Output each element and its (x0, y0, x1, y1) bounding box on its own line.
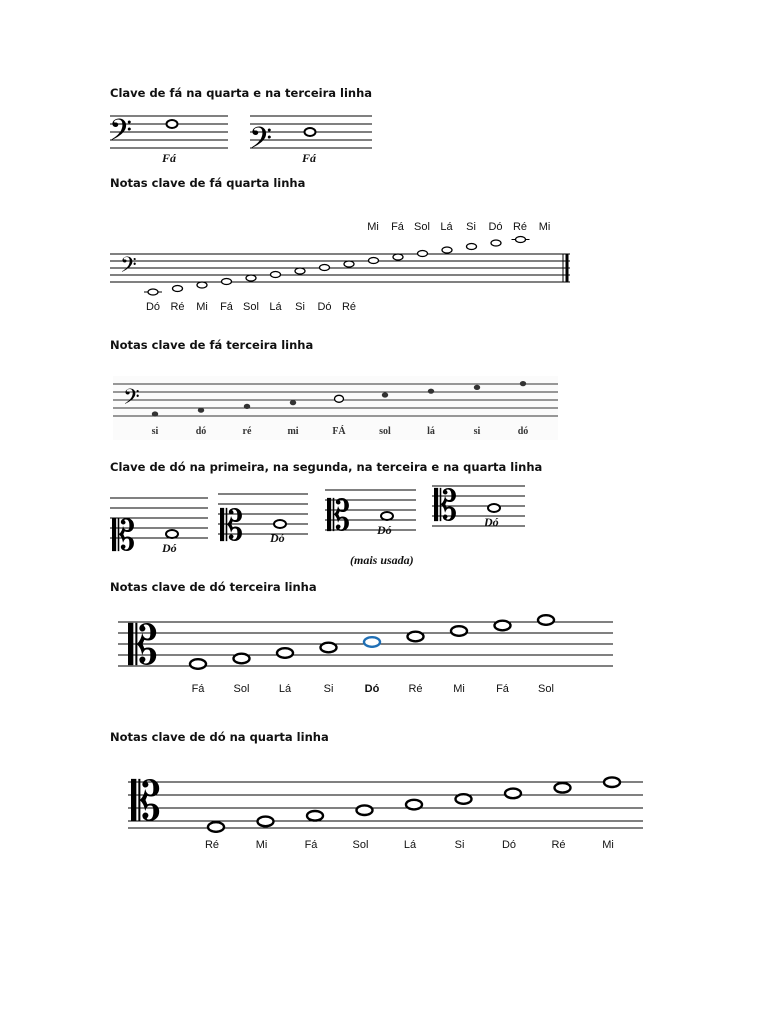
note-label: Si (454, 839, 465, 851)
note-head (197, 282, 207, 288)
note-head (520, 381, 526, 386)
note-label: Fá (302, 151, 317, 165)
note-label: Fá (220, 301, 233, 313)
note-head (344, 261, 354, 267)
bass-clef-icon: 𝄢 (123, 385, 140, 415)
section-heading: Clave de dó na primeira, na segunda, na terceira e na quarta linha (110, 460, 543, 474)
note-label: Fá (162, 151, 177, 165)
note-label: Dó (501, 839, 517, 851)
note-head (604, 777, 620, 787)
note-head (369, 258, 379, 264)
bass-clef-icon: 𝄢 (120, 253, 137, 283)
note-head (538, 615, 554, 625)
note-head (393, 254, 403, 260)
note-head (335, 395, 344, 402)
note-labels (205, 839, 614, 851)
note-head (274, 520, 286, 528)
note-labels (192, 683, 554, 695)
note-head (271, 272, 281, 278)
staff-lines (110, 254, 570, 282)
note-head (307, 811, 323, 821)
alto-clef-icon: 𝄡 (112, 511, 136, 560)
note-head (222, 279, 232, 285)
note-label: Mi (367, 221, 379, 233)
note-head (305, 128, 316, 136)
bass-clef-icon: 𝄢 (109, 114, 133, 155)
note-label: Mi (538, 221, 551, 233)
upper-labels (367, 221, 550, 233)
note-label: Dó (162, 541, 177, 555)
note-head (456, 794, 472, 804)
note-label: Ré (341, 301, 357, 313)
note-label: Si (323, 683, 334, 695)
fa-terceira-staff (113, 376, 558, 440)
note-head (152, 411, 158, 416)
note-head (258, 817, 274, 827)
alto-clef-icon: 𝄡 (434, 481, 458, 530)
note-head (244, 404, 250, 409)
note-label: Mi (602, 839, 614, 851)
section-heading: Clave de fá na quarta e na terceira linha (110, 86, 373, 100)
clave-do-examples (110, 481, 530, 570)
alto-clef-icon: 𝄡 (220, 501, 244, 550)
clave-fa-examples (110, 112, 372, 168)
c-clef-staves (110, 481, 525, 560)
note-label: Sol (233, 683, 250, 695)
note-label: mi (287, 426, 299, 437)
note-label: Ré (204, 839, 220, 851)
note-head (408, 632, 424, 642)
note-head (320, 265, 330, 271)
mais-usada-label: (mais usada) (350, 553, 414, 567)
note-label: Ré (551, 839, 566, 851)
note-label: Sol (243, 301, 259, 313)
note-label: Ré (408, 683, 423, 695)
note-label: Dó (270, 531, 285, 545)
note-label: Fá (496, 683, 509, 695)
note-head (364, 637, 380, 647)
bass-clef-icon: 𝄢 (249, 122, 273, 163)
note-label: Fá (191, 683, 205, 695)
note-head (488, 504, 500, 512)
note-label: Dó (484, 515, 499, 529)
note-label: Ré (512, 221, 528, 233)
note-head (474, 385, 480, 390)
note-label: Fá (304, 839, 318, 851)
alto-clef-icon: 𝄡 (327, 491, 351, 540)
note-head (382, 392, 388, 397)
note-label: sol (379, 426, 391, 437)
note-head (357, 805, 373, 815)
note-head (166, 530, 178, 538)
note-label: Lá (269, 301, 282, 313)
note-head (491, 240, 501, 246)
do-quarta-staff (128, 768, 643, 858)
note-head (234, 654, 250, 664)
note-head (277, 648, 293, 658)
note-head (495, 621, 511, 631)
note-head (290, 400, 296, 405)
note-label: Mi (255, 839, 268, 851)
note-label: Si (466, 221, 476, 233)
note-head (555, 783, 571, 793)
note-label: Dó (145, 301, 161, 313)
alto-clef-icon: 𝄡 (131, 770, 162, 833)
note-head (516, 237, 526, 243)
note-label: Lá (278, 683, 292, 695)
note-label: Lá (440, 221, 453, 233)
note-head (428, 389, 434, 394)
note-head (406, 800, 422, 810)
note-label: dó (195, 426, 207, 437)
section-heading: Notas clave de fá terceira linha (110, 338, 314, 352)
note-head (208, 822, 224, 832)
note-label: si (151, 426, 159, 437)
note-label: Sol (352, 839, 369, 851)
note-head (167, 120, 178, 128)
note-label: ré (242, 426, 252, 437)
note-label: Sol (538, 683, 554, 695)
note-head (173, 286, 183, 292)
note-head (246, 275, 256, 281)
note-label: Fá (391, 221, 404, 233)
note-head (321, 643, 337, 653)
section-heading: Notas clave de dó terceira linha (110, 580, 317, 594)
do-terceira-staff (118, 610, 613, 700)
fa-quarta-staff (110, 218, 570, 314)
note-head (418, 251, 428, 257)
note-head (467, 244, 477, 250)
note-head (295, 268, 305, 274)
note-label: Dó (377, 523, 392, 537)
note-label: Si (295, 301, 305, 313)
note-heads (144, 237, 530, 296)
note-head (442, 247, 452, 253)
note-label: Ré (170, 301, 185, 313)
note-label: FÁ (332, 426, 346, 437)
note-head (198, 408, 204, 413)
note-label: si (473, 426, 481, 437)
note-label: Dó (488, 221, 503, 233)
note-head (190, 659, 206, 669)
note-head (505, 789, 521, 799)
note-label: lá (427, 426, 435, 437)
note-label: Mi (453, 683, 465, 695)
note-label: Mi (196, 301, 208, 313)
note-label: Sol (414, 221, 430, 233)
note-label: dó (517, 426, 529, 437)
note-label: Dó (317, 301, 332, 313)
note-head (148, 289, 158, 295)
note-label: Dó (364, 683, 380, 695)
section-heading: Notas clave de dó na quarta linha (110, 730, 329, 744)
note-head (381, 512, 393, 520)
note-label: Lá (403, 839, 417, 851)
section-heading: Notas clave de fá quarta linha (110, 176, 306, 190)
note-heads (190, 615, 554, 669)
lower-labels (146, 301, 356, 313)
note-heads (208, 777, 620, 831)
alto-clef-icon: 𝄡 (128, 614, 159, 677)
note-head (451, 626, 467, 636)
